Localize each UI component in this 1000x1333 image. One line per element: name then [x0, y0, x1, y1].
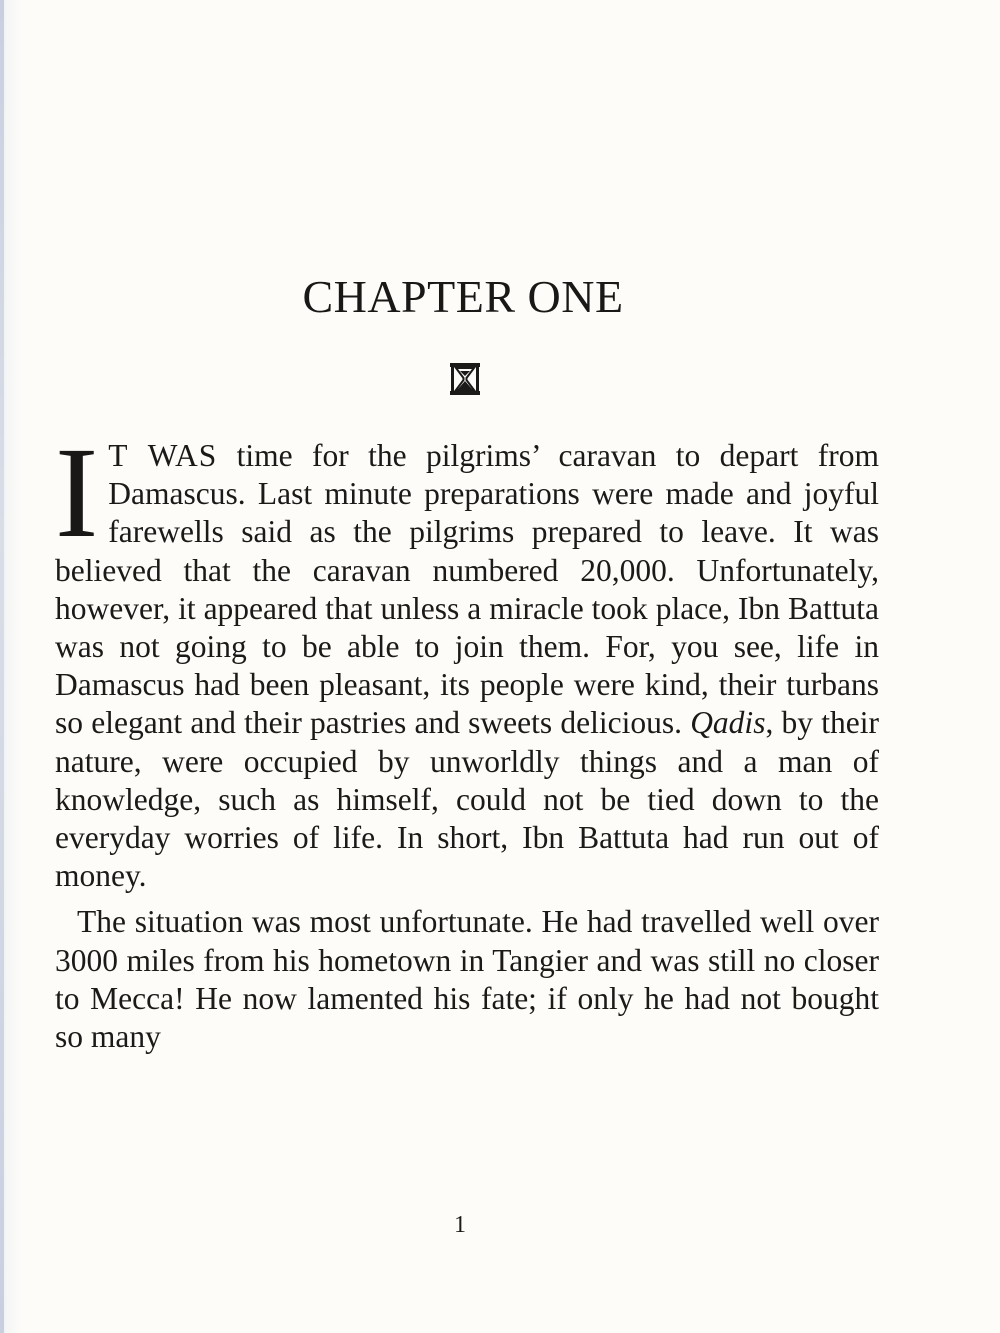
hourglass-ornament-icon [448, 362, 482, 396]
small-caps-lead: T WAS [108, 438, 218, 473]
page-number: 1 [454, 1212, 466, 1238]
paragraph-text: time for the pilgrims’ caravan to depart from Damascus. Last minute preparations were made and joyful farewells said as the pilgrims prepared to leave. It was believed that the caravan numbered 20,000. Unfortunately, however, it appeared that unless a miracle took place, Ibn Battuta was not going to be able to join them. For, you see, life in Damascus had been pleasant, its people were kind, their turbans so elegant and their pastries and sweets delicious. [55, 438, 879, 741]
paragraph-second: The situation was most unfortunate. He had travelled well over 3000 miles from his hometown in Tangier and was still no closer to Mecca! He now lamented his fate; if only he had not bought so many [55, 904, 879, 1055]
paragraph-text-continued: , by their nature, were occupied by unworldly things and a man of knowledge, such as himself, could not be tied down to the everyday worries of life. In short, Ibn Battuta had run out of money. [55, 705, 879, 894]
chapter-title: CHAPTER ONE [302, 271, 624, 322]
page-binding-edge [0, 0, 4, 1333]
italic-term: Qadis [690, 705, 766, 741]
drop-cap: I [55, 421, 99, 565]
paragraph-first [55, 421, 879, 895]
body-text [55, 421, 879, 1056]
